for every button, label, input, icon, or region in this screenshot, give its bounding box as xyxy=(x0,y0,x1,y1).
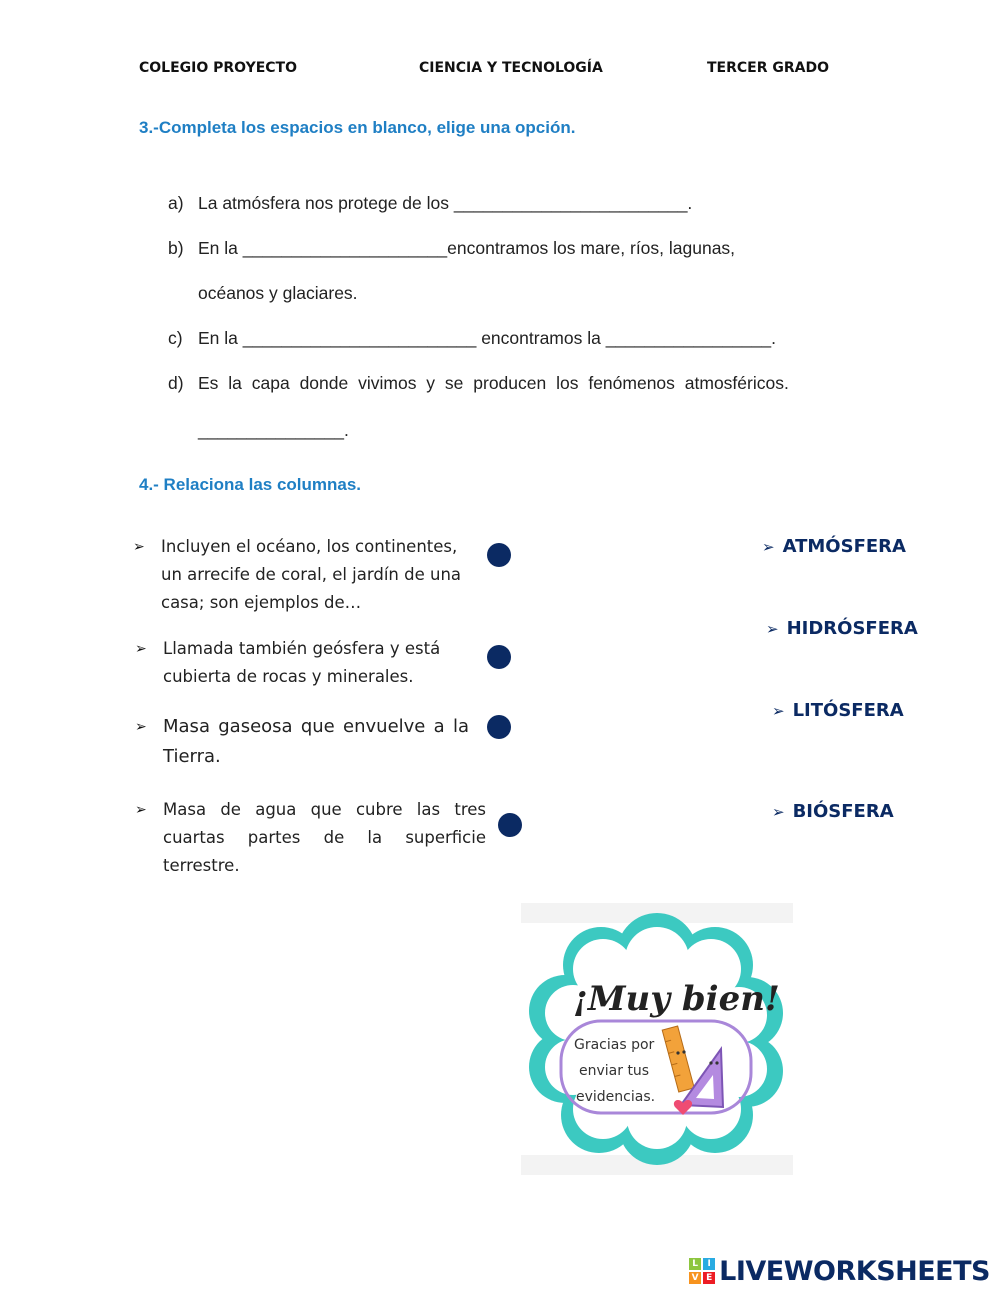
section4-title: 4.- Relaciona las columnas. xyxy=(139,475,362,494)
question-text: océanos y glaciares. xyxy=(198,283,358,303)
question-b-continuation xyxy=(168,283,868,305)
grade-name: TERCER GRADO xyxy=(707,60,830,76)
question-d[interactable] xyxy=(168,373,868,395)
question-label: c) xyxy=(168,328,183,348)
arrow-bullet-icon: ➢ xyxy=(762,538,775,556)
question-text: _______________. xyxy=(198,420,349,440)
right-item-label: HIDRÓSFERA xyxy=(786,618,918,639)
arrow-bullet-icon: ➢ xyxy=(766,620,779,638)
right-item-label: ATMÓSFERA xyxy=(782,536,906,557)
right-item-atmosfera[interactable] xyxy=(762,536,906,557)
left-item-4 xyxy=(135,796,487,882)
badge-line-3: evidencias. xyxy=(576,1089,656,1105)
question-a[interactable] xyxy=(168,193,868,215)
badge-line-1: Gracias por xyxy=(574,1037,655,1053)
question-b[interactable] xyxy=(168,238,868,260)
section3-title: 3.-Completa los espacios en blanco, elige una opción. xyxy=(139,118,576,137)
question-label: b) xyxy=(168,238,184,258)
left-item-text: Llamada también geósfera y está cubierta de rocas y minerales. xyxy=(163,639,441,686)
left-item-text: Incluyen el océano, los continentes, un arrecife de coral, el jardín de una casa; son ejemplos de… xyxy=(161,537,462,612)
left-item-text: Masa gaseosa que envuelve a la Tierra. xyxy=(163,716,469,767)
arrow-bullet-icon: ➢ xyxy=(135,719,147,735)
arrow-bullet-icon: ➢ xyxy=(772,702,785,720)
subject-name: CIENCIA Y TECNOLOGÍA xyxy=(419,60,603,76)
question-text: La atmósfera nos protege de los ________________________. xyxy=(198,193,693,213)
match-dot-2[interactable] xyxy=(487,645,511,669)
question-label: a) xyxy=(168,193,184,213)
right-item-biosfera[interactable] xyxy=(772,801,894,822)
arrow-bullet-icon: ➢ xyxy=(133,539,145,555)
badge-title: ¡Muy bien! xyxy=(573,979,780,1019)
right-item-litosfera[interactable] xyxy=(772,700,904,721)
right-item-label: LITÓSFERA xyxy=(792,700,904,721)
question-text: Es la capa donde vivimos y se producen los fenómenos atmosféricos. xyxy=(198,373,789,393)
badge-line-2: enviar tus xyxy=(579,1063,650,1079)
right-item-hidrosfera[interactable] xyxy=(766,618,918,639)
left-item-2 xyxy=(135,635,480,693)
arrow-bullet-icon: ➢ xyxy=(772,803,785,821)
liveworksheets-logo[interactable] xyxy=(689,1254,990,1288)
muy-bien-badge xyxy=(521,903,793,1175)
arrow-bullet-icon: ➢ xyxy=(135,802,147,818)
question-label: d) xyxy=(168,373,184,393)
question-text: En la ________________________ encontramos la _________________. xyxy=(198,328,777,348)
arrow-bullet-icon: ➢ xyxy=(135,641,147,657)
left-item-text: Masa de agua que cubre las tres cuartas partes de la superficie terrestre. xyxy=(163,800,486,875)
liveworksheets-wordmark: LIVEWORKSHEETS xyxy=(719,1255,990,1287)
question-c[interactable] xyxy=(168,328,868,350)
left-item-3 xyxy=(135,712,480,772)
left-item-1 xyxy=(133,533,478,619)
badge-graphic xyxy=(521,903,793,1175)
question-text: En la _____________________encontramos los mare, ríos, lagunas, xyxy=(198,238,736,258)
liveworksheets-icon: L I V E xyxy=(689,1258,715,1284)
match-dot-4[interactable] xyxy=(498,813,522,837)
school-name: COLEGIO PROYECTO xyxy=(139,60,298,76)
match-dot-3[interactable] xyxy=(487,715,511,739)
question-d-answer-blank[interactable] xyxy=(168,420,868,442)
match-dot-1[interactable] xyxy=(487,543,511,567)
right-item-label: BIÓSFERA xyxy=(792,801,894,822)
